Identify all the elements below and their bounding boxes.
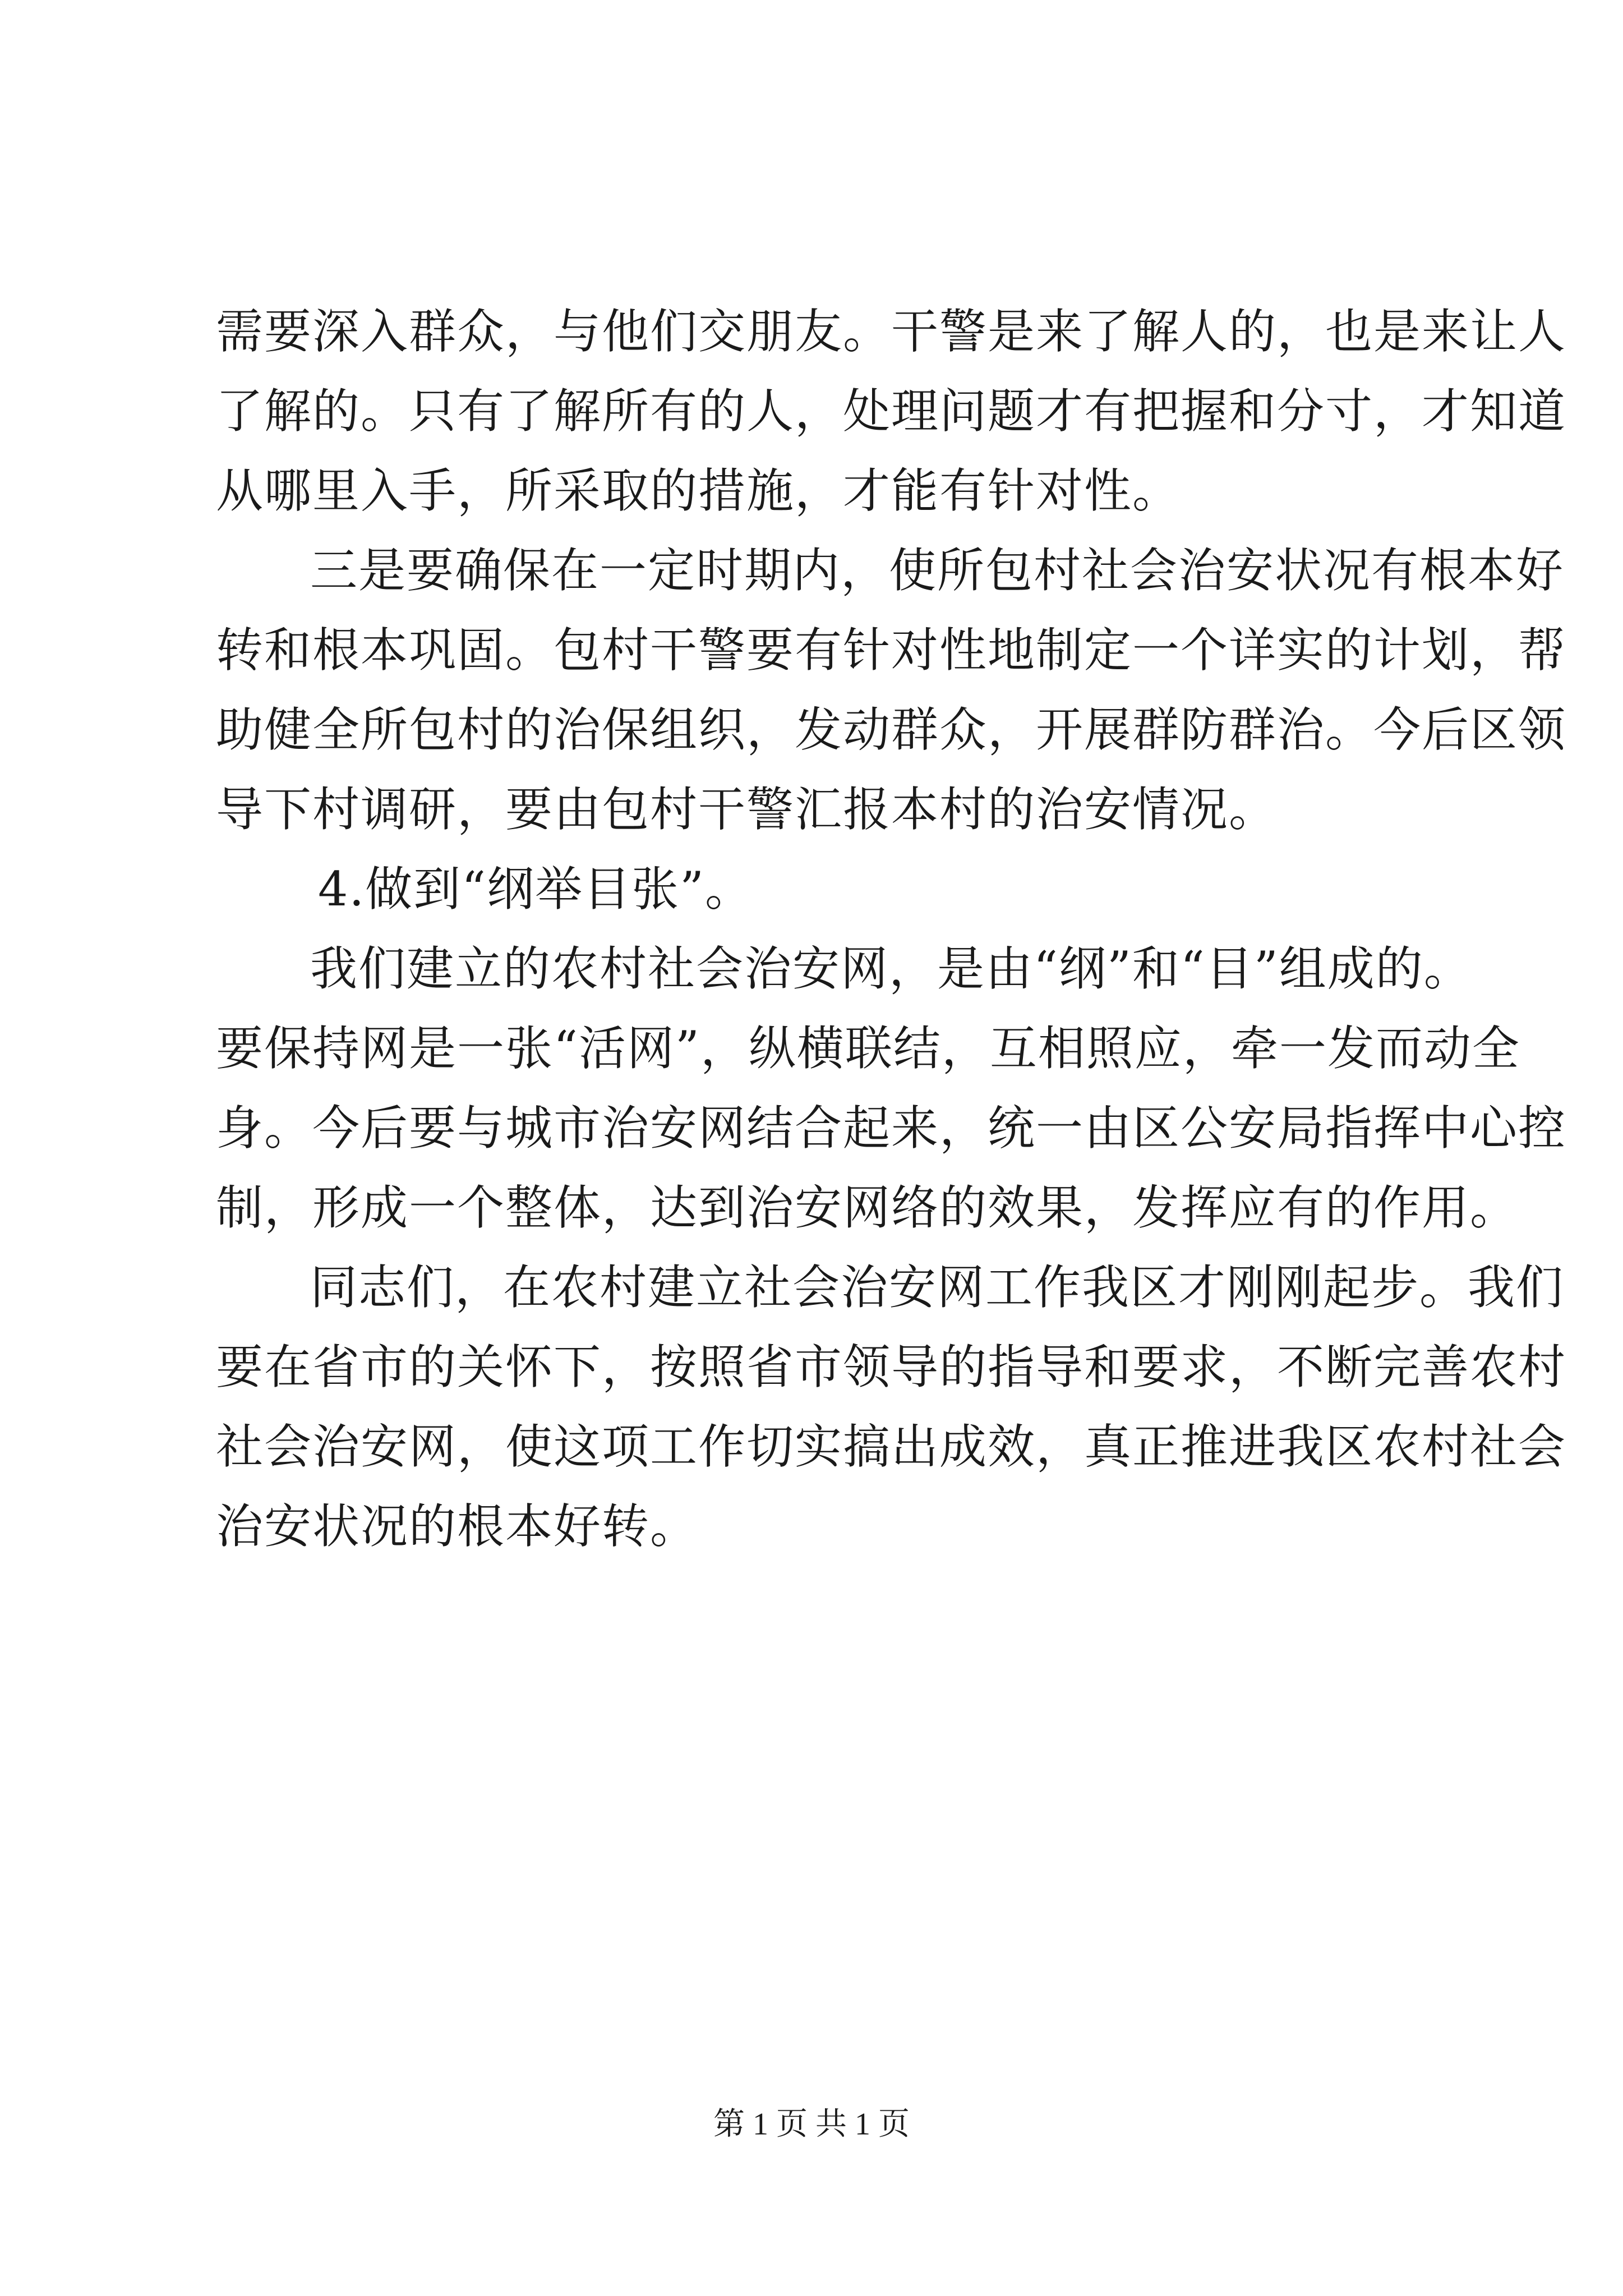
section-heading: 4.做到“纲举目张”。	[318, 862, 754, 917]
text-line: 导下村调研，要由包村干警汇报本村的治安情况。	[216, 782, 1278, 837]
text-line: 社会治安网，使这项工作切实搞出成效，真正推进我区农村社会	[216, 1419, 1567, 1474]
text-line: 转和根本巩固。包村干警要有针对性地制定一个详实的计划，帮	[216, 623, 1567, 678]
paragraph-start-line: 三是要确保在一定时期内，使所包村社会治安状况有根本好	[310, 543, 1565, 598]
paragraph-start-line: 同志们，在农村建立社会治安网工作我区才刚刚起步。我们	[310, 1260, 1565, 1315]
text-line: 助健全所包村的治保组织，发动群众，开展群防群治。今后区领	[216, 702, 1567, 757]
text-line: 要在省市的关怀下，按照省市领导的指导和要求，不断完善农村	[216, 1340, 1567, 1395]
paragraph-start-line: 我们建立的农村社会治安网，是由“纲”和“目”组成的。	[310, 941, 1472, 996]
text-line: 了解的。只有了解所有的人，处理问题才有把握和分寸，才知道	[216, 384, 1567, 439]
text-line: 治安状况的根本好转。	[216, 1499, 699, 1554]
text-line: 需要深入群众，与他们交朋友。干警是来了解人的，也是来让人	[216, 304, 1567, 359]
text-line: 制，形成一个整体，达到治安网络的效果，发挥应有的作用。	[216, 1180, 1519, 1235]
text-line: 要保持网是一张“活网”，纵横联结，互相照应，牵一发而动全	[216, 1021, 1520, 1076]
text-line: 从哪里入手，所采取的措施，才能有针对性。	[216, 463, 1181, 518]
body-text	[216, 292, 1567, 1566]
page-footer: 第 1 页 共 1 页	[713, 2107, 910, 2142]
text-line: 身。今后要与城市治安网结合起来，统一由区公安局指挥中心控	[216, 1101, 1567, 1156]
